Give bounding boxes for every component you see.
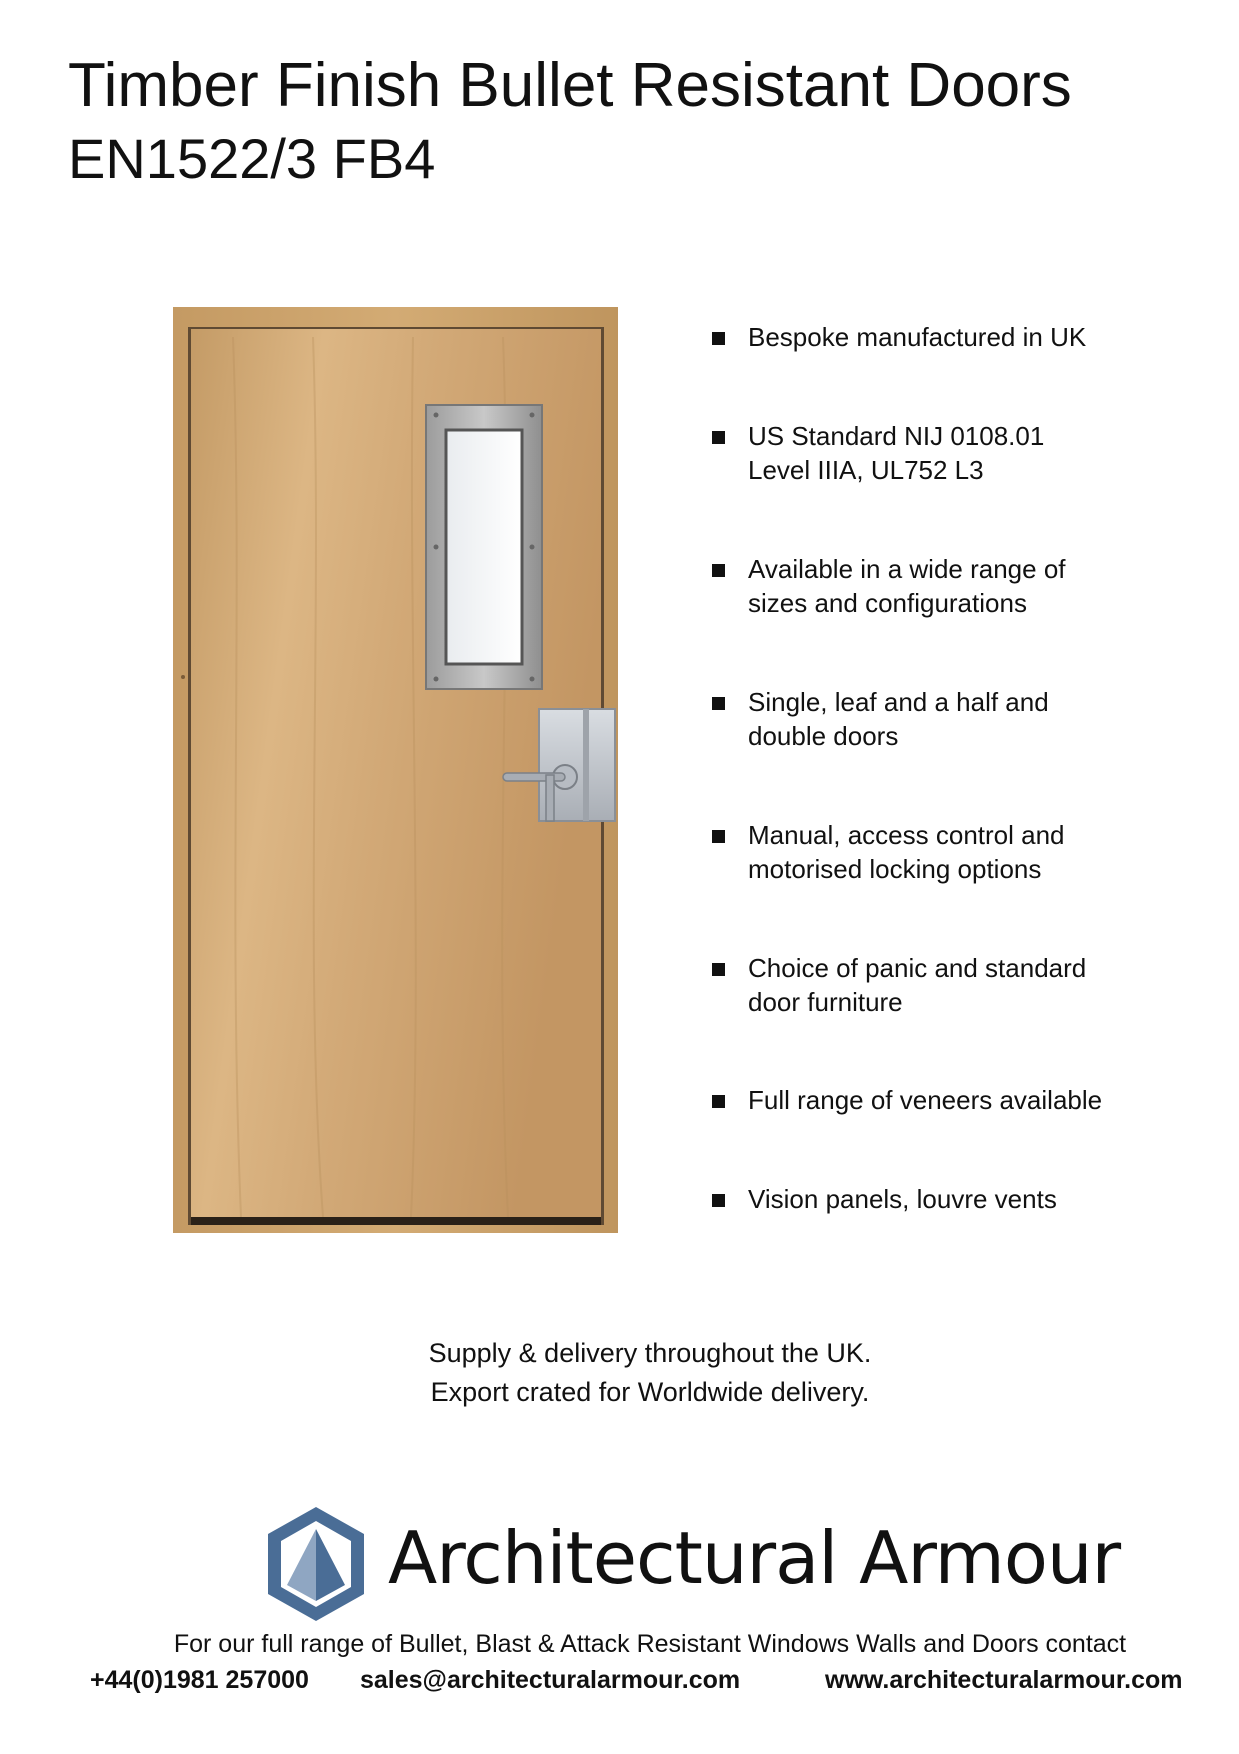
supply-text: Supply & delivery throughout the UK. xyxy=(428,1338,872,1368)
feature-text: Single, leaf and a half and double doors xyxy=(748,687,1049,751)
square-bullet-icon xyxy=(712,332,725,345)
feature-text: Available in a wide range of sizes and configurations xyxy=(748,554,1066,618)
architectural-armour-logo-icon xyxy=(265,1505,367,1623)
brand-name: Architectural Armour xyxy=(388,1516,1121,1600)
square-bullet-icon xyxy=(712,830,725,843)
list-item xyxy=(710,419,1044,487)
square-bullet-icon xyxy=(712,1095,725,1108)
feature-text: Full range of veneers available xyxy=(748,1085,1103,1115)
list-item xyxy=(710,1182,1057,1216)
feature-text: Bespoke manufactured in UK xyxy=(748,322,1087,352)
page-subtitle: EN1522/3 FB4 xyxy=(68,127,436,190)
list-item xyxy=(710,818,1065,886)
list-item xyxy=(710,552,1066,620)
feature-text: US Standard NIJ 0108.01 Level IIIA, UL752 L3 xyxy=(748,421,1045,485)
feature-text: Choice of panic and standard door furniture xyxy=(748,953,1087,1017)
contact-intro: For our full range of Bullet, Blast & Attack Resistant Windows Walls and Doors contact xyxy=(173,1630,1127,1658)
feature-text: Manual, access control and motorised locking options xyxy=(748,820,1065,884)
door-image xyxy=(173,307,618,1233)
list-item xyxy=(710,1083,1102,1117)
phone-number: +44(0)1981 257000 xyxy=(90,1666,309,1694)
square-bullet-icon xyxy=(712,431,725,444)
list-item xyxy=(710,951,1086,1019)
website-link[interactable]: www.architecturalarmour.com xyxy=(825,1666,1183,1694)
square-bullet-icon xyxy=(712,564,725,577)
email-address[interactable]: sales@architecturalarmour.com xyxy=(360,1666,741,1694)
feature-text: Vision panels, louvre vents xyxy=(748,1184,1057,1214)
page-title: Timber Finish Bullet Resistant Doors xyxy=(68,51,1072,120)
list-item xyxy=(710,320,1086,354)
square-bullet-icon xyxy=(712,697,725,710)
square-bullet-icon xyxy=(712,1194,725,1207)
square-bullet-icon xyxy=(712,963,725,976)
export-text: Export crated for Worldwide delivery. xyxy=(430,1377,870,1407)
list-item xyxy=(710,685,1049,753)
